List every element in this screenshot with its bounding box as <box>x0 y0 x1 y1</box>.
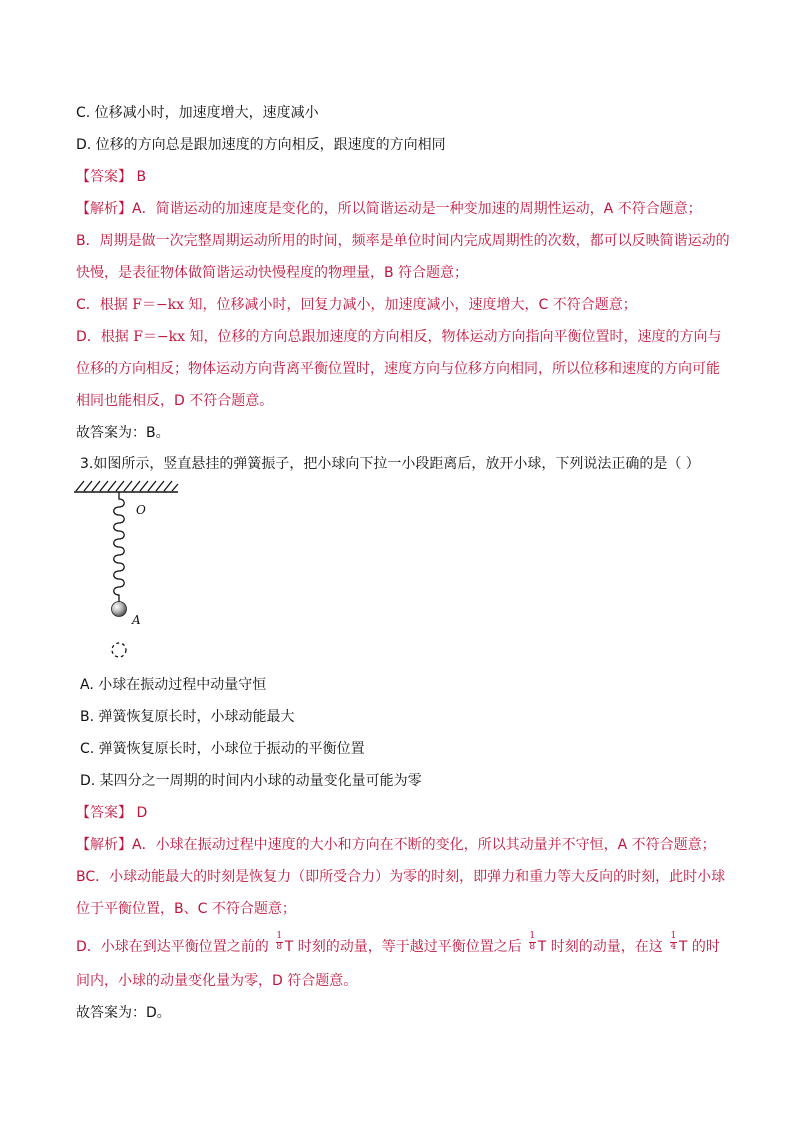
explanation-text: C．根据 <box>76 297 128 313</box>
fraction-one-eighth <box>275 931 284 953</box>
question-3: 3.如图所示，竖直悬挂的弹簧振子，把小球向下拉一小段距离后，放开小球，下列说法正确的是（ ） <box>80 456 700 472</box>
explanation-label: 【解析】 <box>76 837 132 853</box>
final-answer-1: 故答案为：B。 <box>76 425 170 441</box>
ceiling-hatching <box>76 481 178 491</box>
fraction-numerator: 1 <box>276 931 283 941</box>
explanation-2-bc1: BC．小球动能最大的时刻是恢复力（即所受合力）为零的时刻，即弹力和重力等大反向的时刻，此时小球 <box>76 869 726 885</box>
explanation-2-bc2: 位于平衡位置，B、C 不符合题意； <box>76 901 296 917</box>
explanation-label: 【解析】 <box>76 201 132 217</box>
explanation-2-d2: 间内，小球的动量变化量为零，D 符合题意。 <box>76 973 358 989</box>
label-a: A <box>132 613 141 627</box>
formula: F＝−kx <box>132 297 185 313</box>
spring-diagram <box>74 480 194 665</box>
answer-value: D <box>136 805 148 821</box>
fraction-denominator: 8 <box>276 942 283 952</box>
option-b: B. 弹簧恢复原长时，小球动能最大 <box>80 709 295 725</box>
fraction-denominator: 4 <box>670 942 677 952</box>
spring-oscillator-figure <box>74 480 194 669</box>
option-c: C. 弹簧恢复原长时，小球位于振动的平衡位置 <box>80 741 365 757</box>
answer-2 <box>76 803 147 823</box>
answer-value: B <box>136 169 147 185</box>
fraction-numerator: 1 <box>670 931 677 941</box>
explanation-1-c <box>76 295 637 315</box>
option-d-prev: D. 位移的方向总是跟加速度的方向相反，跟速度的方向相同 <box>76 137 446 153</box>
option-c-prev: C. 位移减小时，加速度增大，速度减小 <box>76 105 319 121</box>
answer-label: 【答案】 <box>76 169 132 185</box>
fraction-denominator: 8 <box>529 942 536 952</box>
ball <box>112 602 127 617</box>
explanation-2-a <box>76 835 716 855</box>
answer-label: 【答案】 <box>76 805 132 821</box>
ball-lowered-position <box>112 643 126 657</box>
fraction-one-eighth <box>528 931 537 953</box>
spring-coil <box>114 492 125 602</box>
explanation-1-d <box>76 327 722 347</box>
explanation-text: T 时刻的动量，在这 <box>537 939 663 955</box>
explanation-1-a <box>76 199 702 219</box>
explanation-text: T 时刻的动量，等于越过平衡位置之后 <box>284 939 522 955</box>
explanation-1-b1: B．周期是做一次完整周期运动所用的时间，频率是单位时间内完成周期性的次数，都可以反映简谐运动的 <box>76 233 730 249</box>
fraction-one-quarter <box>669 931 678 953</box>
explanation-1-d2: 位移的方向相反；物体运动方向背离平衡位置时，速度方向与位移方向相同，所以位移和速度的方向可能 <box>76 361 720 377</box>
explanation-text: A．小球在振动过程中速度的大小和方向在不断的变化，所以其动量并不守恒，A 不符合题意； <box>132 837 716 853</box>
explanation-text: A．简谐运动的加速度是变化的，所以简谐运动是一种变加速的周期性运动，A 不符合题意； <box>132 201 702 217</box>
answer-1 <box>76 167 146 187</box>
option-a: A. 小球在振动过程中动量守恒 <box>80 677 267 693</box>
option-d: D. 某四分之一周期的时间内小球的动量变化量可能为零 <box>80 773 422 789</box>
fraction-numerator: 1 <box>529 931 536 941</box>
explanation-text: 知，位移的方向总跟加速度的方向相反，物体运动方向指向平衡位置时，速度的方向与 <box>189 329 722 345</box>
final-answer-2: 故答案为：D。 <box>76 1005 171 1021</box>
explanation-text: 知，位移减小时，回复力减小，加速度减小，速度增大，C 不符合题意； <box>188 297 637 313</box>
explanation-1-b2: 快慢，是表征物体做简谐运动快慢程度的物理量，B 符合题意； <box>76 265 469 281</box>
explanation-text: D．根据 <box>76 329 129 345</box>
explanation-text: T 的时 <box>678 939 720 955</box>
explanation-2-d <box>76 931 720 957</box>
label-o: O <box>136 503 146 517</box>
formula: F＝−kx <box>133 329 186 345</box>
explanation-1-d3: 相同也能相反，D 不符合题意。 <box>76 393 274 409</box>
explanation-text: D．小球在到达平衡位置之前的 <box>76 939 269 955</box>
